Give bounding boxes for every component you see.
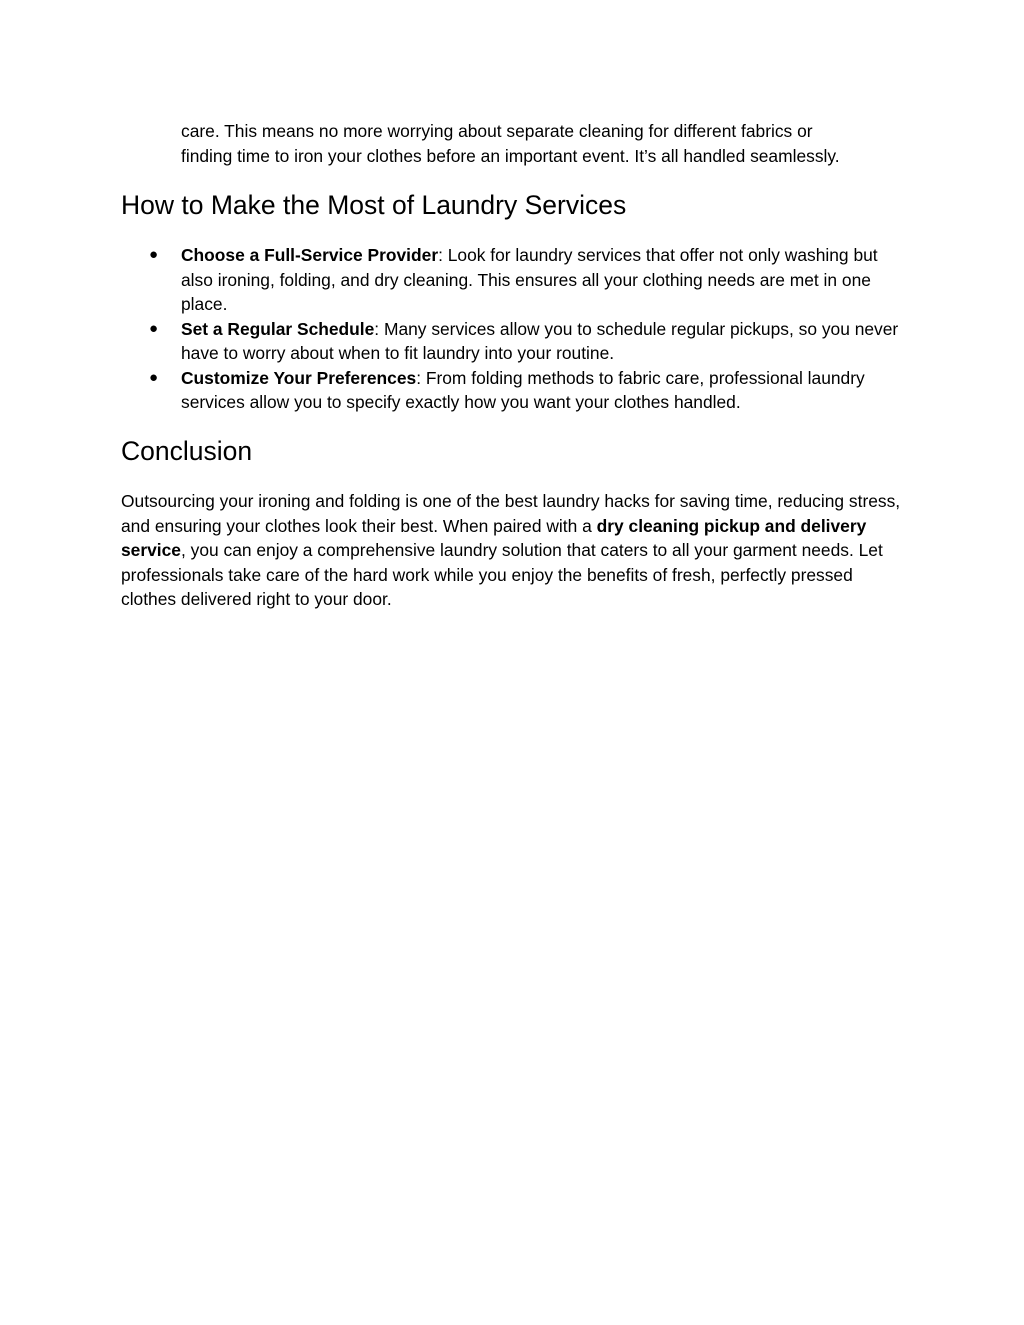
section-heading-services: How to Make the Most of Laundry Services xyxy=(121,190,627,220)
list-item xyxy=(148,317,908,366)
list-item-text: : From folding methods to fabric care, professional laundry services allow you to specify exactly how you want your clothes handled. xyxy=(181,367,865,412)
conclusion-text-end: , you can enjoy a comprehensive laundry solution that caters to all your garment needs. Let professionals take care of the hard work while you enjoy the benefits of fresh, perfectly pressed clothes delivered right to your door. xyxy=(121,540,883,609)
bullet-icon: ● xyxy=(149,319,159,337)
list-item xyxy=(148,366,908,415)
list-item-text: : Look for laundry services that offer not only washing but also ironing, folding, and dry cleaning. This ensures all your clothing needs are met in one place. xyxy=(181,245,878,314)
services-tips-list xyxy=(148,243,908,415)
conclusion-text-start: Outsourcing your ironing and folding is one of the best laundry hacks for saving time, reducing stress, and ensuring your clothes look their best. When paired with a xyxy=(121,491,901,536)
intro-line-2: finding time to iron your clothes before an important event. It’s all handled seamlessly. xyxy=(181,145,840,166)
list-item xyxy=(148,243,908,317)
conclusion-bold-phrase: dry cleaning pickup and delivery service xyxy=(121,515,867,560)
intro-line-1: care. This means no more worrying about separate cleaning for different fabrics or xyxy=(181,121,813,141)
list-item-text: : Many services allow you to schedule regular pickups, so you never have to worry about when to fit laundry into your routine. xyxy=(181,318,899,363)
list-item-title: Set a Regular Schedule xyxy=(181,318,375,339)
intro-paragraph xyxy=(181,119,921,168)
conclusion-paragraph xyxy=(121,489,906,612)
list-item-title: Customize Your Preferences xyxy=(181,367,417,388)
bullet-icon: ● xyxy=(149,246,159,263)
list-item-title: Choose a Full-Service Provider xyxy=(181,245,439,265)
section-heading-conclusion: Conclusion xyxy=(121,436,253,466)
bullet-icon: ● xyxy=(149,368,159,386)
